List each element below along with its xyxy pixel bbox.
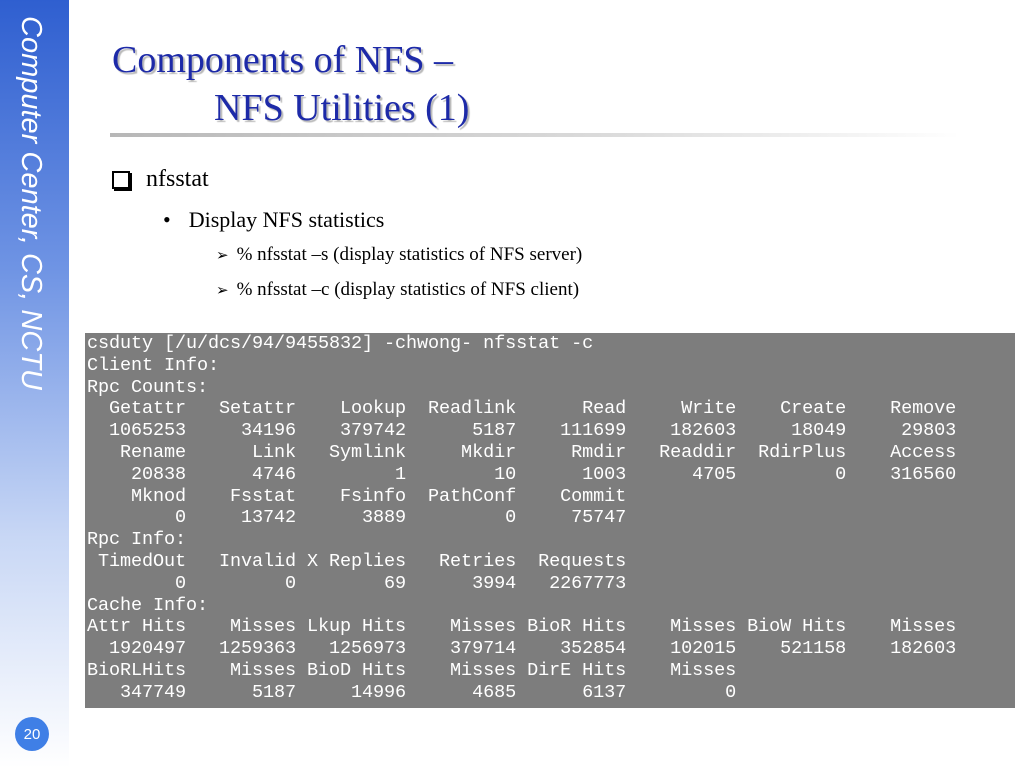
terminal-line: Client Info: [87, 354, 220, 376]
terminal-line: Rpc Info: [87, 529, 187, 551]
bullet-level3-server [216, 244, 582, 266]
checkbox-bullet-icon [112, 171, 130, 189]
slide-title [112, 36, 469, 132]
terminal-text [87, 333, 956, 704]
sidebar-label: Computer Center, CS, NCTU [15, 16, 47, 390]
slide-title-line2: NFS Utilities (1) [214, 87, 470, 129]
terminal-line: 1065253 34196 379742 5187 111699 182603 18049 29803 [109, 420, 957, 442]
bullet-level2-text: Display NFS statistics [188, 207, 385, 232]
terminal-line: BioRLHits Misses BioD Hits Misses DirE Hits Misses [87, 659, 737, 681]
bullet-level2 [163, 207, 384, 233]
terminal-line: csduty [/u/dcs/94/9455832] -chwong- nfsstat -c [87, 333, 594, 354]
bullet-level1-text: nfsstat [146, 166, 209, 192]
slide-title-line1: Components of NFS – [112, 39, 453, 81]
terminal-line: 0 0 69 3994 2267773 [175, 572, 627, 594]
terminal-line: 0 13742 3889 0 75747 [175, 507, 627, 529]
bullet-level1 [112, 166, 209, 193]
bullet-level3-text: % nfsstat –c (display statistics of NFS client) [236, 279, 580, 300]
page-number-badge: 20 [15, 717, 49, 751]
sidebar [0, 0, 69, 768]
terminal-line: Cache Info: [87, 594, 209, 616]
arrow-bullet-icon: ➢ [216, 283, 229, 299]
terminal-output [85, 333, 1015, 708]
terminal-line: Getattr Setattr Lookup Readlink Read Write Create Remove [109, 398, 957, 420]
terminal-line: Rename Link Symlink Mkdir Rmdir Readdir RdirPlus Access [120, 441, 957, 463]
terminal-line: 20838 4746 1 10 1003 4705 0 316560 [131, 463, 957, 485]
terminal-line: Attr Hits Misses Lkup Hits Misses BioR Hits Misses BioW Hits Misses [87, 616, 957, 638]
bullet-level3-client [216, 279, 579, 301]
terminal-line: TimedOut Invalid X Replies Retries Requests [98, 550, 627, 572]
bullet-level3-text: % nfsstat –s (display statistics of NFS server) [236, 244, 583, 265]
title-divider [110, 133, 960, 137]
dot-bullet-icon: • [163, 207, 171, 232]
terminal-line: 1920497 1259363 1256973 379714 352854 102015 521158 182603 [109, 638, 957, 660]
terminal-line: Mknod Fsstat Fsinfo PathConf Commit [131, 485, 627, 507]
terminal-line: 347749 5187 14996 4685 6137 0 [87, 681, 737, 703]
arrow-bullet-icon: ➢ [216, 248, 229, 264]
terminal-line: Rpc Counts: [87, 376, 209, 398]
